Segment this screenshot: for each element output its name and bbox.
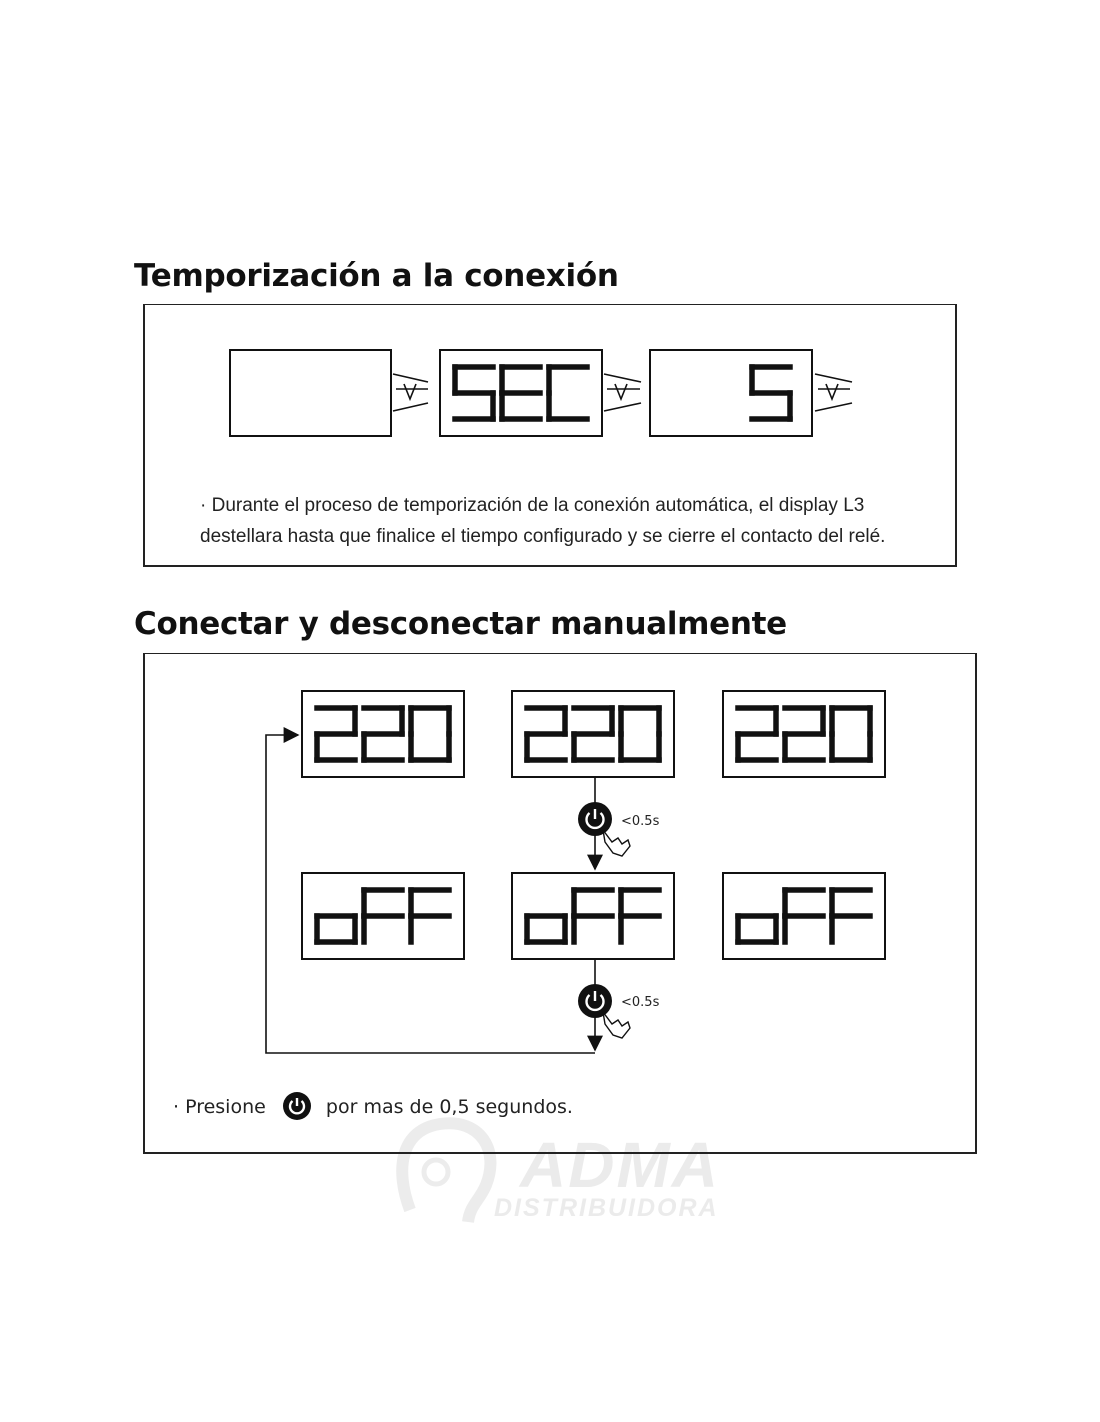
manual-note-suffix: por mas de 0,5 segundos.	[325, 1096, 573, 1118]
blink-indicator-icon	[815, 374, 852, 411]
lcd-display-row1-col1	[302, 691, 464, 777]
watermark-brand: ADMA	[520, 1129, 720, 1201]
press-duration-label: <0.5s	[621, 995, 660, 1010]
lcd-display-sec	[440, 350, 602, 436]
pointing-hand-icon	[603, 1012, 630, 1038]
blink-indicator-icon	[393, 374, 428, 411]
power-button-icon	[578, 802, 612, 836]
lcd-display-row1-col2	[512, 691, 674, 777]
press-duration-label: <0.5s	[621, 814, 660, 829]
section-title-manual: Conectar y desconectar manualmente	[134, 606, 787, 642]
lcd-display-row1-col3	[723, 691, 885, 777]
section-title-delay: Temporización a la conexión	[134, 258, 619, 294]
power-button-icon	[578, 984, 612, 1018]
delay-note-line-2: destellara hasta que finalice el tiempo configurado y se cierre el contacto del relé.	[200, 526, 886, 547]
lcd-display-row2-col2	[512, 873, 674, 959]
pointing-hand-icon	[603, 830, 630, 856]
lcd-display-blank	[230, 350, 391, 436]
lcd-display-seconds	[650, 350, 812, 436]
lcd-display-row2-col1	[302, 873, 464, 959]
blink-indicator-icon	[604, 374, 641, 411]
lcd-display-row2-col3	[723, 873, 885, 959]
manual-note-prefix: · Presione	[173, 1096, 266, 1118]
delay-note-line-1: · Durante el proceso de temporización de la conexión automática, el display L3	[200, 495, 865, 516]
watermark-subtitle: DISTRIBUIDORA	[494, 1194, 719, 1222]
